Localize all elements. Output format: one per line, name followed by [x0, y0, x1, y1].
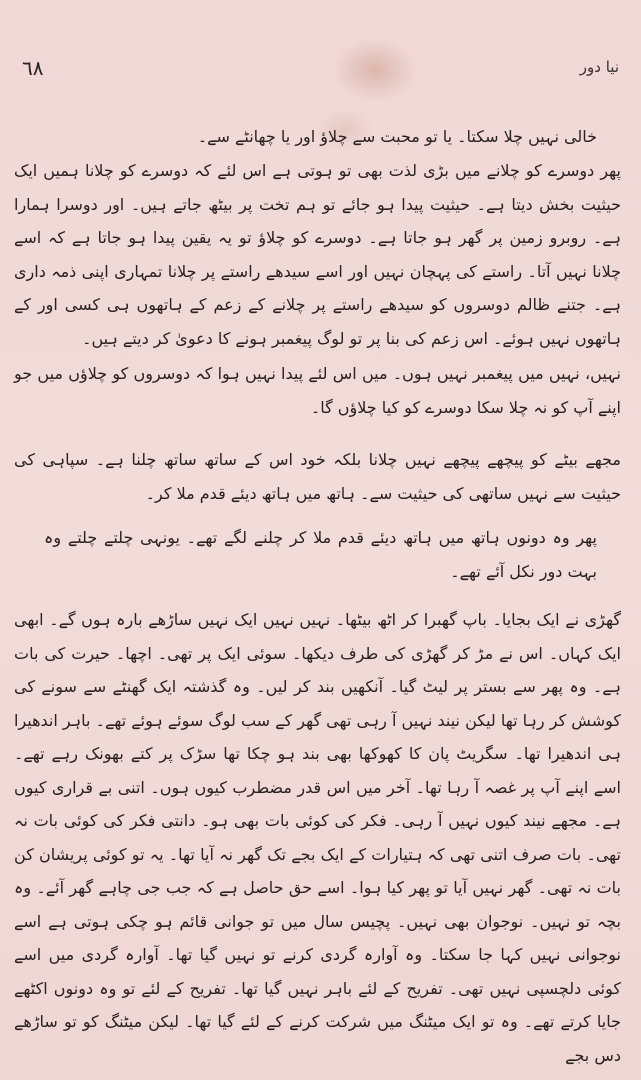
- paragraph-5: پھر وہ دونوں ہاتھ میں ہاتھ دیئے قدم ملا کر چلنے لگے تھے۔ یونہی چلتے چلتے وہ بہت دور نکل آئے تھے۔: [44, 528, 597, 581]
- paragraph-2: پھر دوسرے کو چلانے میں بڑی لذت بھی تو ہوتی ہے اس لئے کہ دوسرے کو چلانا ہمیں ایک حیثیت بخش دیتا ہے۔ حیثیت پیدا ہو جائے تو ہم تخت پر بیٹھ جاتے ہیں۔ اور دوسرا ہمارا ہے۔ روبرو زمین پر گھر ہو جاتا ہے۔ دوسرے کو چلاؤ تو یہ یقین پیدا ہو جاتا ہے کہ اسے چلانا نہیں آتا۔ راستے کی پہچان نہیں اور اسے سیدھے راستے پر چلانا تمہاری اپنی ذمہ داری ہے۔ جتنے ظالم دوسروں کو سیدھے راستے پر چلانے کے زعم کے ہاتھوں ہی کسی اور کے ہاتھوں نہیں ہوئے۔ اس زعم کی بنا پر تو لوگ پیغمبر ہونے کا دعویٰ کر دیتے ہیں۔: [14, 161, 621, 348]
- running-title: نیا دور: [579, 58, 619, 76]
- paragraph-3: نہیں، نہیں میں پیغمبر نہیں ہوں۔ میں اس لئے پیدا نہیں ہوا کہ دوسروں کو چلاؤں میں جو اپنے آپ کو نہ چلا سکا دوسرے کو کیا چلاؤں گا۔: [14, 364, 621, 417]
- page-header: [16, 56, 625, 86]
- paragraph-6: گھڑی نے ایک بجایا۔ باپ گھبرا کر اٹھ بیٹھا۔ نہیں نہیں ایک نہیں ساڑھے بارہ ہوں گے۔ ابھی ایک کہاں۔ اس نے مڑ کر گھڑی کی طرف دیکھا۔ سوئی ایک پر تھی۔ اچھا۔ حیرت کی بات ہے۔ وہ پھر سے بستر پر لیٹ گیا۔ آنکھیں بند کر لیں۔ وہ گذشتہ ایک گھنٹے سے سونے کی کوشش کر رہا تھا لیکن نیند نہیں آ رہی تھی گھر کے سب لوگ سوئے ہوئے تھے۔ باہر اندھیرا ہی اندھیرا تھا۔ سگریٹ پان کا کھوکھا بھی بند ہو چکا تھا سڑک پر کتے بھونک رہے تھے۔ اسے اپنے آپ پر غصہ آ رہا تھا۔ آخر میں اس قدر مضطرب کیوں ہوں۔ اتنی بے قراری کیوں ہے۔ مجھے نیند کیوں نہیں آ رہی۔ فکر کی کوئی بات بھی ہو۔ دانتی فکر کی کوئی بات نہ تھی۔ بات صرف اتنی تھی کہ ہتیارات کے ایک بجے تک گھر نہ آیا تھا۔ یہ تو کوئی پریشان کن بات نہ تھی۔ گھر نہیں آیا تو پھر کیا ہوا۔ اسے حق حاصل ہے کہ جب جی چاہے گھر آئے۔ وہ بچہ تو نہیں۔ نوجوان بھی نہیں۔ پچیس سال میں تو جوانی قائم ہو چکی ہوتی ہے اسے نوجوانی نہیں کہا جا سکتا۔ وہ آوارہ گردی کرنے تو نہیں گیا تھا۔ آوارہ گردی میں اسے کوئی دلچسپی نہیں تھی۔ تفریح کے لئے باہر نہیں گیا تھا۔ تفریح کے لئے تو وہ دونوں اکٹھے جایا کرتے تھے۔ وہ تو ایک میٹنگ میں شرکت کرنے کے لئے گیا تھا۔ لیکن میٹنگ کو تو ساڑھے دس بجے: [14, 610, 621, 1065]
- paragraph-4: مجھے بیٹے کو پیچھے پیچھے نہیں چلانا بلکہ خود اس کے ساتھ ساتھ چلنا ہے۔ سپاہی کی حیثیت سے نہیں ساتھی کی حیثیت سے۔ ہاتھ میں ہاتھ دیئے قدم ملا کر۔: [14, 450, 621, 503]
- page-number: ٦٨: [22, 56, 44, 80]
- paragraph-1: خالی نہیں چلا سکتا۔ یا تو محبت سے چلاؤ اور یا چھانٹے سے۔: [197, 127, 597, 146]
